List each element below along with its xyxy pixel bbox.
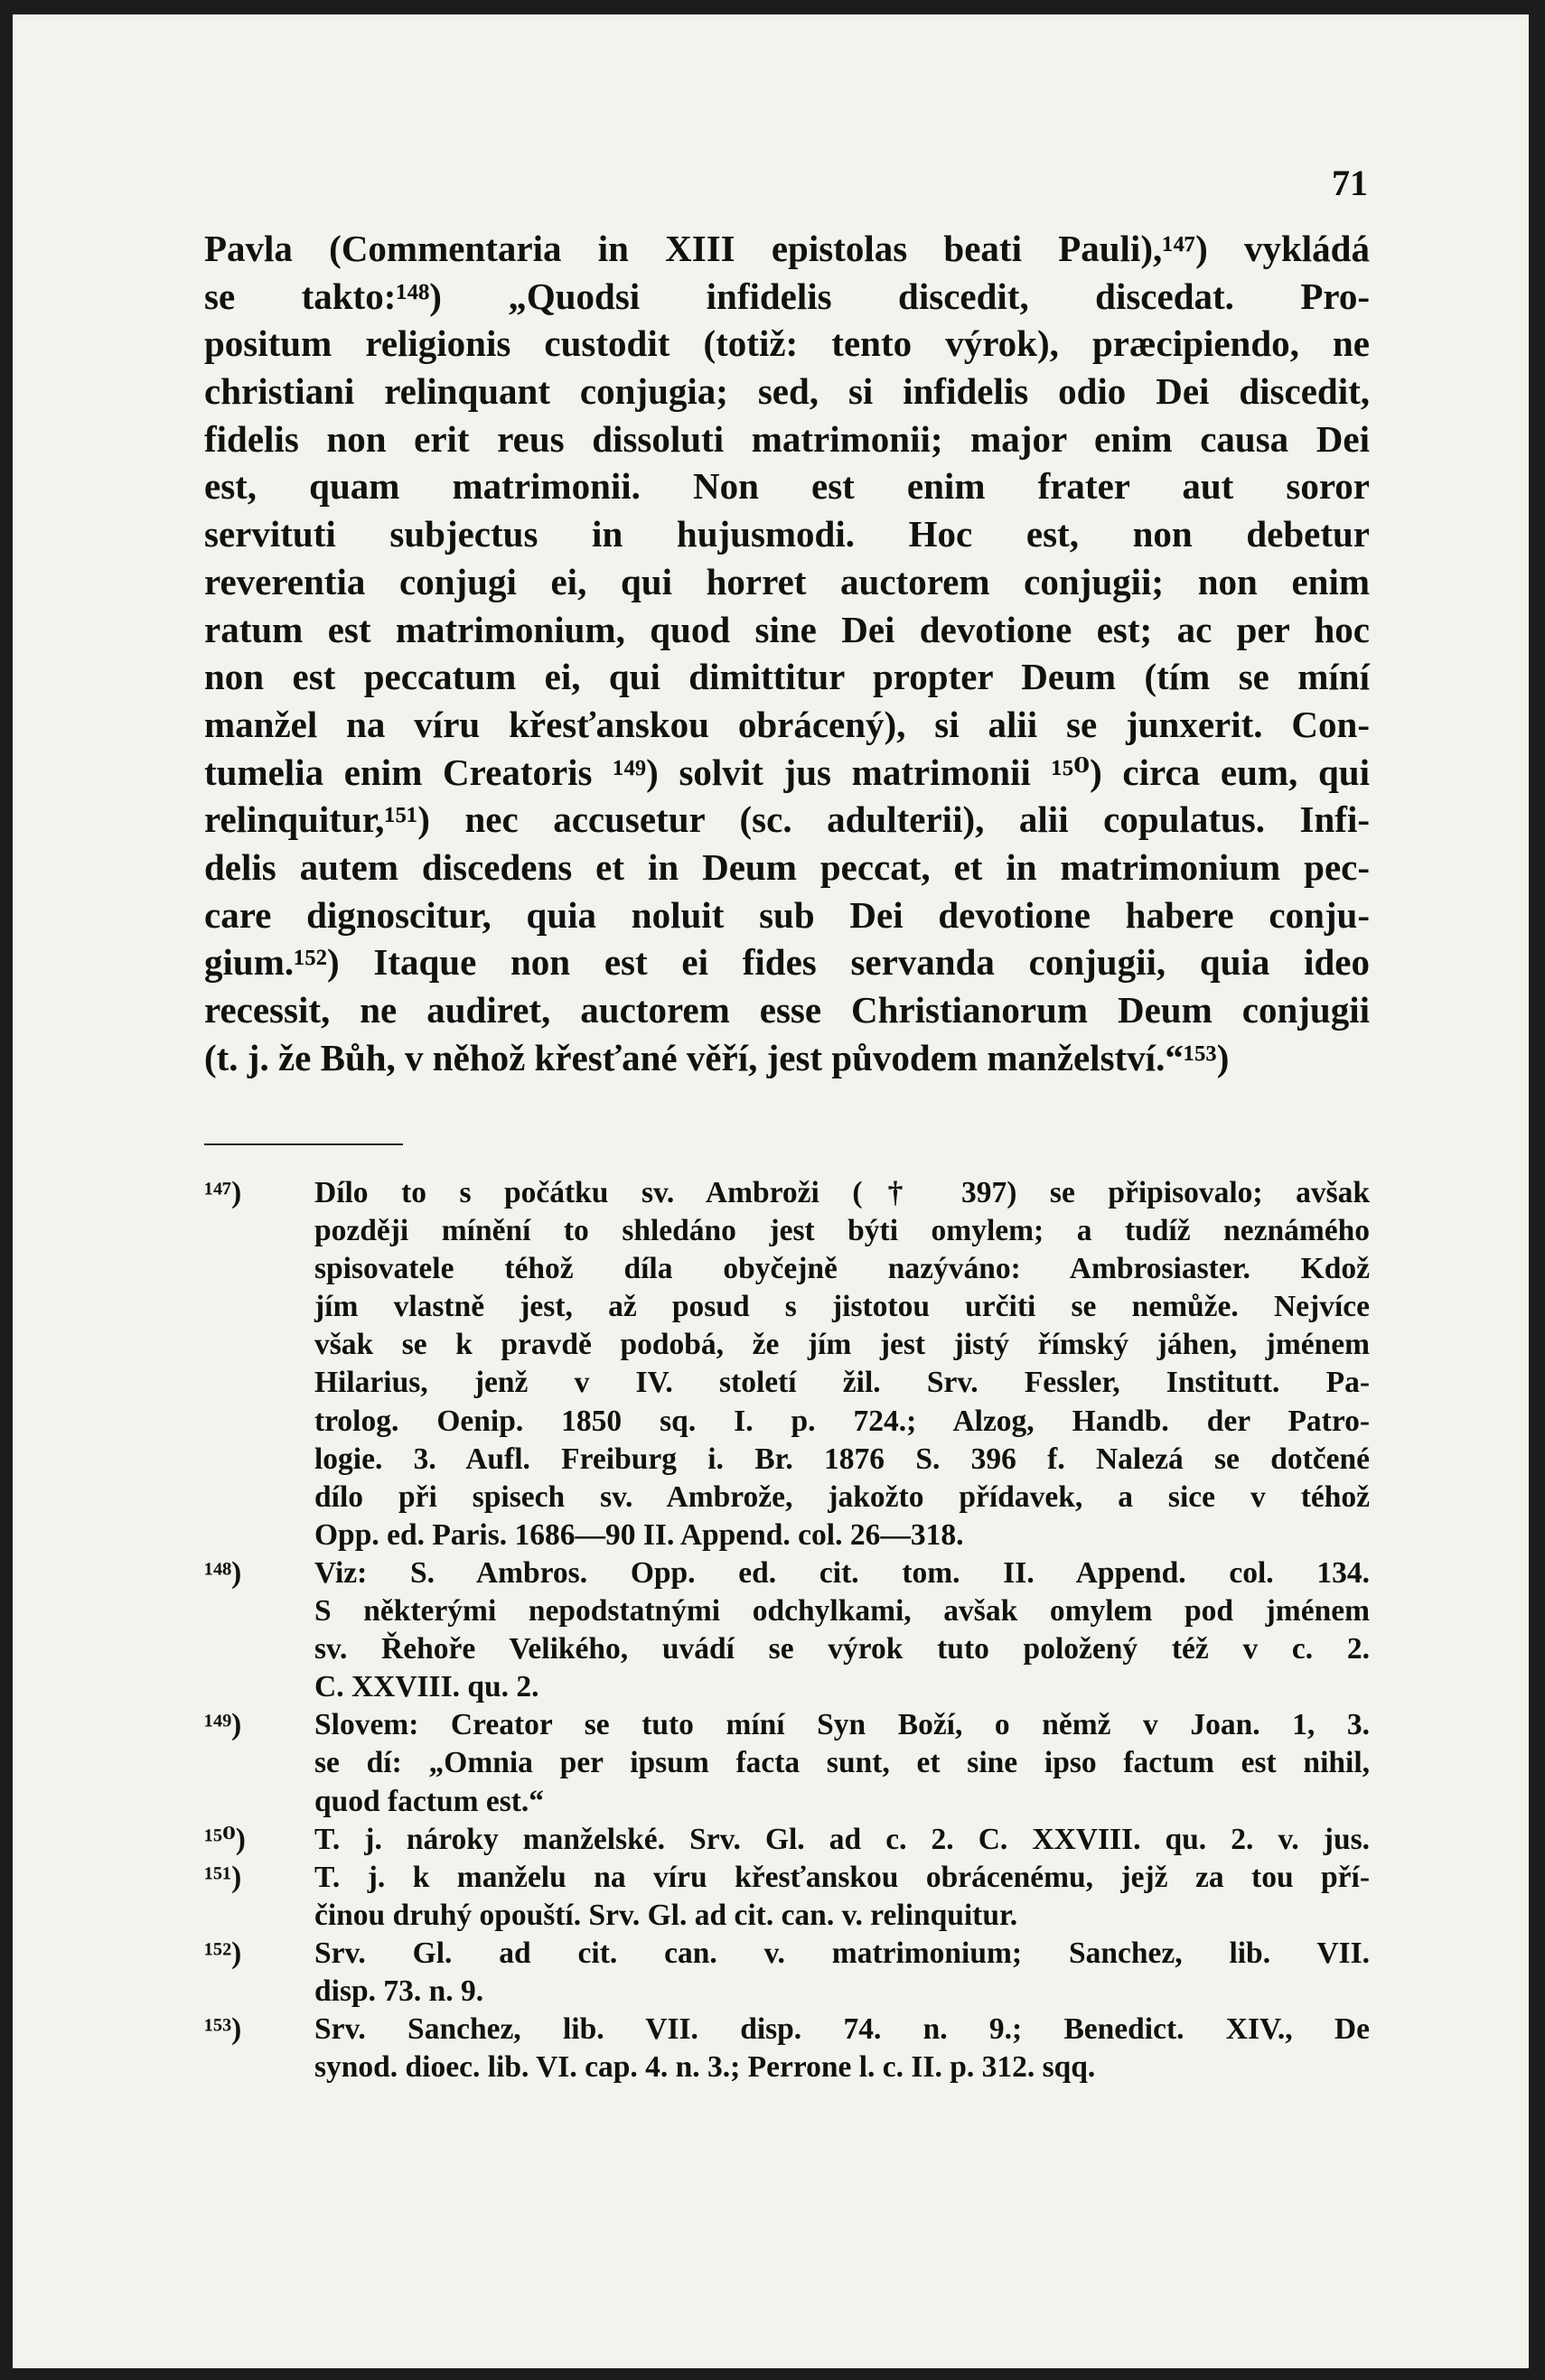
text-line: servituti subjectus in hujusmodi. Hoc est, non debetur — [204, 513, 1370, 555]
main-text — [204, 225, 1370, 1081]
footnote-line — [204, 1403, 1370, 1441]
footnote-text: C. XXVIII. qu. 2. — [314, 1670, 539, 1704]
footnote-text: disp. 73. n. 9. — [314, 1974, 484, 2008]
footnote-line — [204, 1250, 1370, 1288]
footnote-text: Opp. ed. Paris. 1686—90 II. Append. col. 26—318. — [314, 1517, 964, 1552]
footnote-marker: ¹⁴⁷) — [204, 1176, 242, 1209]
footnote-line — [204, 2049, 1370, 2086]
text-line: care dignoscitur, quia noluit sub Dei devotione habere conju- — [204, 893, 1370, 936]
text-line: tumelia enim Creatoris ¹⁴⁹) solvit jus matrimonii ¹⁵⁰) circa eum, qui — [204, 751, 1370, 793]
text-line: recessit, ne audiret, auctorem esse Christianorum Deum conjugii — [204, 989, 1370, 1031]
footnote-text: Dílo to s počátku sv. Ambroži († 397) se připisovalo; avšak — [314, 1176, 1370, 1209]
text-line: positum religionis custodit (totiž: tento výrok), præcipiendo, ne — [204, 322, 1370, 365]
footnote-line — [204, 1592, 1370, 1630]
text-line: ratum est matrimonium, quod sine Dei devotione est; ac per hoc — [204, 608, 1370, 650]
page-number: 71 — [1332, 163, 1368, 203]
footnote-line — [204, 1554, 1370, 1592]
footnote-text: spisovatele téhož díla obyčejně nazýváno: Ambrosiaster. Kdož — [314, 1252, 1370, 1286]
footnote-text: se dí: „Omnia per ipsum facta sunt, et sine ipso factum est nihil, — [314, 1746, 1370, 1780]
footnote-line — [204, 1668, 1370, 1706]
book-page — [13, 14, 1529, 2368]
footnote-text: T. j. nároky manželské. Srv. Gl. ad c. 2. C. XXVIII. qu. 2. v. jus. — [314, 1822, 1370, 1856]
footnotes — [204, 1174, 1370, 2086]
footnote-line — [204, 1821, 1370, 1859]
footnote-line — [204, 1744, 1370, 1782]
footnote-text: S některými nepodstatnými odchylkami, avšak omylem pod jménem — [314, 1594, 1370, 1629]
text-line: christiani relinquant conjugia; sed, si infidelis odio Dei discedit, — [204, 370, 1370, 413]
footnote-marker: ¹⁵²) — [204, 1936, 242, 1970]
footnote-line — [204, 1973, 1370, 2011]
footnote-line — [204, 1859, 1370, 1897]
footnote-text: Slovem: Creator se tuto míní Syn Boží, o němž v Joan. 1, 3. — [314, 1708, 1370, 1742]
footnote-line — [204, 1441, 1370, 1479]
footnote-text: Srv. Gl. ad cit. can. v. matrimonium; Sanchez, lib. VII. — [314, 1936, 1370, 1970]
text-line: se takto:¹⁴⁸) „Quodsi infidelis discedit, discedat. Pro- — [204, 275, 1370, 317]
footnote-marker: ¹⁴⁸) — [204, 1555, 242, 1590]
footnote-text: později mínění to shledáno jest býti omylem; a tudíž neznámého — [314, 1214, 1370, 1248]
footnote-line — [204, 2011, 1370, 2049]
footnote-line — [204, 1897, 1370, 1935]
footnote-marker: ¹⁴⁹) — [204, 1708, 242, 1742]
footnote-line — [204, 1935, 1370, 1973]
text-line: manžel na víru křesťanskou obrácený), si alii se junxerit. Con- — [204, 703, 1370, 745]
footnote-marker: ¹⁵⁰) — [204, 1822, 246, 1856]
footnote-marker: ¹⁵¹) — [204, 1860, 242, 1894]
footnote-text: dílo při spisech sv. Ambrože, jakožto přídavek, a sice v téhož — [314, 1479, 1370, 1514]
text-line: non est peccatum ei, qui dimittitur propter Deum (tím se míní — [204, 656, 1370, 698]
footnote-line — [204, 1630, 1370, 1668]
footnote-line — [204, 1364, 1370, 1402]
text-line: (t. j. že Bůh, v něhož křesťané věří, jest původem manželství.“¹⁵³) — [204, 1036, 1230, 1078]
footnote-line — [204, 1706, 1370, 1744]
footnote-text: Hilarius, jenž v IV. století žil. Srv. Fessler, Institutt. Pa- — [314, 1366, 1370, 1400]
footnote-line — [204, 1288, 1370, 1326]
footnote-text: T. j. k manželu na víru křesťanskou obrácenému, jejž za tou pří- — [314, 1860, 1370, 1894]
footnote-line — [204, 1212, 1370, 1250]
text-line: est, quam matrimonii. Non est enim frater aut soror — [204, 465, 1370, 508]
footnote-text: Srv. Sanchez, lib. VII. disp. 74. n. 9.; Benedict. XIV., De — [314, 2012, 1370, 2047]
footnote-text: synod. dioec. lib. VI. cap. 4. n. 3.; Perrone l. c. II. p. 312. sqq. — [314, 2050, 1096, 2085]
footnote-text: však se k pravdě podobá, že jím jest jistý římský jáhen, jménem — [314, 1328, 1370, 1362]
text-line: reverentia conjugi ei, qui horret auctorem conjugii; non enim — [204, 560, 1370, 602]
footnote-text: činou druhý opouští. Srv. Gl. ad cit. can. v. relinquitur. — [314, 1898, 1018, 1932]
text-line: delis autem discedens et in Deum peccat, et in matrimonium pec- — [204, 845, 1370, 888]
footnote-separator — [204, 1143, 403, 1145]
footnote-line — [204, 1174, 1370, 1212]
text-line: relinquitur,¹⁵¹) nec accusetur (sc. adulterii), alii copulatus. Infi- — [204, 798, 1370, 841]
footnote-text: logie. 3. Aufl. Freiburg i. Br. 1876 S. 396 f. Nalezá se dotčené — [314, 1442, 1370, 1476]
footnote-text: Viz: S. Ambros. Opp. ed. cit. tom. II. Append. col. 134. — [314, 1555, 1370, 1590]
text-line: Pavla (Commentaria in XIII epistolas beati Pauli),¹⁴⁷) vykládá — [204, 228, 1370, 269]
footnote-line — [204, 1783, 1370, 1821]
footnote-text: sv. Řehoře Velikého, uvádí se výrok tuto položený též v c. 2. — [314, 1632, 1370, 1666]
text-line: fidelis non erit reus dissoluti matrimonii; major enim causa Dei — [204, 417, 1370, 460]
footnote-line — [204, 1326, 1370, 1364]
footnote-line — [204, 1517, 1370, 1554]
footnote-marker: ¹⁵³) — [204, 2012, 242, 2047]
text-line: gium.¹⁵²) Itaque non est ei fides servanda conjugii, quia ideo — [204, 941, 1370, 984]
footnote-text: quod factum est.“ — [314, 1784, 545, 1818]
footnote-text: trolog. Oenip. 1850 sq. I. p. 724.; Alzog, Handb. der Patro- — [314, 1404, 1370, 1438]
footnote-line — [204, 1479, 1370, 1517]
footnote-text: jím vlastně jest, až posud s jistotou určiti se nemůže. Nejvíce — [314, 1290, 1370, 1324]
